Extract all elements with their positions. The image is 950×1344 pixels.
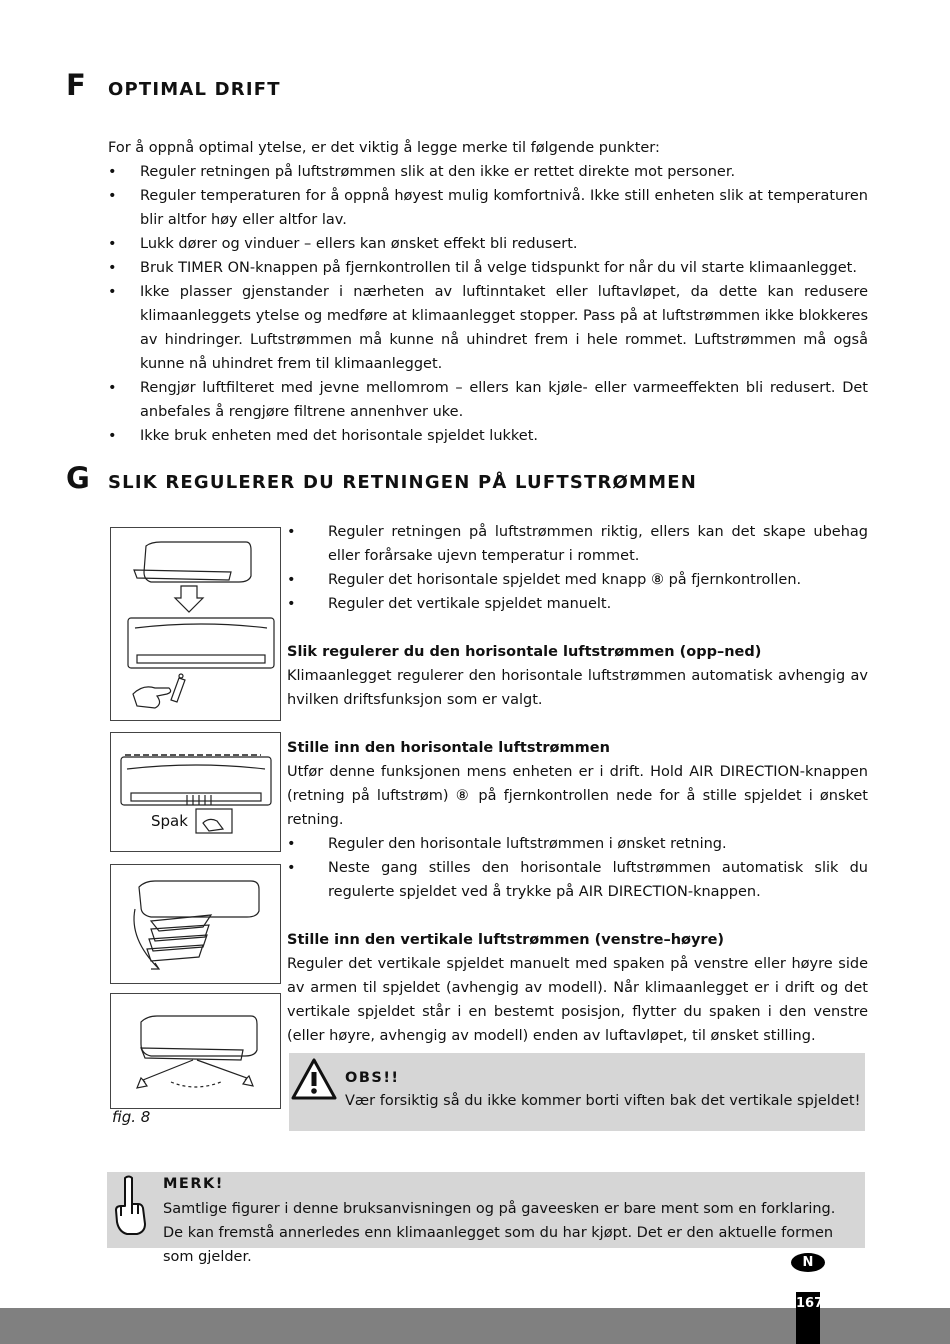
section-g-title: SLIK REGULERER DU RETNINGEN PÅ LUFTSTRØMMEN [108,472,698,493]
list-item: • Neste gang stilles den horisontale luftstrømmen automatisk slik du regulerte spjeldet ved å trykke på AIR DIRECTION-knappen. [287,856,868,904]
obs-title: OBS!! [345,1070,400,1086]
obs-warning-box [289,1053,865,1131]
merk-note-box [107,1172,865,1265]
section-f-letter: F [66,68,86,102]
page-number: 167 [796,1292,820,1344]
list-item: • Reguler retningen på luftstrømmen slik at den ikke er rettet direkte mot personer. [108,160,868,184]
ac-vertical-louvre-illustration [111,865,280,983]
subheading-vertical: Stille inn den vertikale luftstrømmen (venstre–høyre) [287,932,725,948]
list-item: • Ikke plasser gjenstander i nærheten av luftinntaket eller luftavløpet, da dette kan redusere klimaanleggets ytelse og medføre at klimaanlegget stopper. Pass på at luftstrømmen ikke blokkeres av hindringer. Luftstrømmen må kunne nå uhindret frem i hele rommet. Luftstrømmen må også kunne nå uhindret frem til klimaanlegget. [108,280,868,376]
language-badge: N [791,1253,825,1272]
ac-lever-illustration [111,733,280,851]
section-g-body [287,520,868,1048]
figure-panel-2 [110,732,281,852]
pointing-hand-icon [113,1174,149,1238]
paragraph-vertical: Reguler det vertikale spjeldet manuelt med spaken på venstre eller høyre side av armen til spjeldet (avhengig av modell). Når klimaanlegget er i drift og det vertikale spjeldet står i en bestemt posisjon, flytter du spaken i den venstre (eller høyre, avhengig av modell) enden av luftavløpet, til ønsket stilling. [287,956,868,1044]
merk-title: MERK! [163,1176,224,1192]
horizontal-bullet-list [287,832,868,904]
ac-airflow-down-illustration [111,528,280,720]
figure-panel-3 [110,864,281,984]
section-f-intro: For å oppnå optimal ytelse, er det viktig å legge merke til følgende punkter: [108,140,660,156]
list-item: • Reguler retningen på luftstrømmen riktig, ellers kan det skape ubehag eller forårsake ujevn temperatur i rommet. [287,520,868,568]
figure-panel-4 [110,993,281,1109]
obs-text: Vær forsiktig så du ikke kommer borti viften bak det vertikale spjeldet! [345,1093,861,1109]
list-item: • Lukk dører og vinduer – ellers kan ønsket effekt bli redusert. [108,232,868,256]
subheading-horizontal-manual: Stille inn den horisontale luftstrømmen [287,740,610,756]
paragraph-horizontal-auto: Klimaanlegget regulerer den horisontale luftstrømmen automatisk avhengig av hvilken driftsfunksjon som er valgt. [287,668,868,708]
list-item: • Reguler temperaturen for å oppnå høyest mulig komfortnivå. Ikke still enheten slik at temperaturen blir altfor høy eller altfor lav. [108,184,868,232]
subheading-horizontal-auto: Slik regulerer du den horisontale luftstrømmen (opp–ned) [287,644,762,660]
warning-triangle-icon [291,1058,337,1100]
section-f-body [108,136,868,448]
section-f-bullet-list [108,160,868,448]
figure-panel-1 [110,527,281,721]
spak-label: Spak [151,812,188,830]
section-g-bullet-list [287,520,868,616]
ac-swing-illustration [111,994,280,1108]
list-item: • Ikke bruk enheten med det horisontale spjeldet lukket. [108,424,868,448]
section-f-title: OPTIMAL DRIFT [108,79,281,100]
list-item: • Reguler den horisontale luftstrømmen i ønsket retning. [287,832,868,856]
list-item: • Rengjør luftfilteret med jevne mellomrom – ellers kan kjøle- eller varmeeffekten bli redusert. Det anbefales å rengjøre filtrene annenhver uke. [108,376,868,424]
list-item: • Reguler det vertikale spjeldet manuelt. [287,592,868,616]
figure-caption: fig. 8 [112,1108,151,1126]
section-g-letter: G [66,461,90,495]
merk-text: Samtlige figurer i denne bruksanvisningen og på gaveesken er bare ment som en forklaring. De kan fremstå annerledes enn klimaanlegget som du har kjøpt. Det er den aktuelle formen som gjelder. [163,1201,836,1265]
paragraph-horizontal-manual: Utfør denne funksjonen mens enheten er i drift. Hold AIR DIRECTION-knappen (retning på luftstrøm) ⑧ på fjernkontrollen nede for å stille spjeldet i ønsket retning. [287,764,868,828]
list-item: • Reguler det horisontale spjeldet med knapp ⑧ på fjernkontrollen. [287,568,868,592]
list-item: • Bruk TIMER ON-knappen på fjernkontrollen til å velge tidspunkt for når du vil starte klimaanlegget. [108,256,868,280]
